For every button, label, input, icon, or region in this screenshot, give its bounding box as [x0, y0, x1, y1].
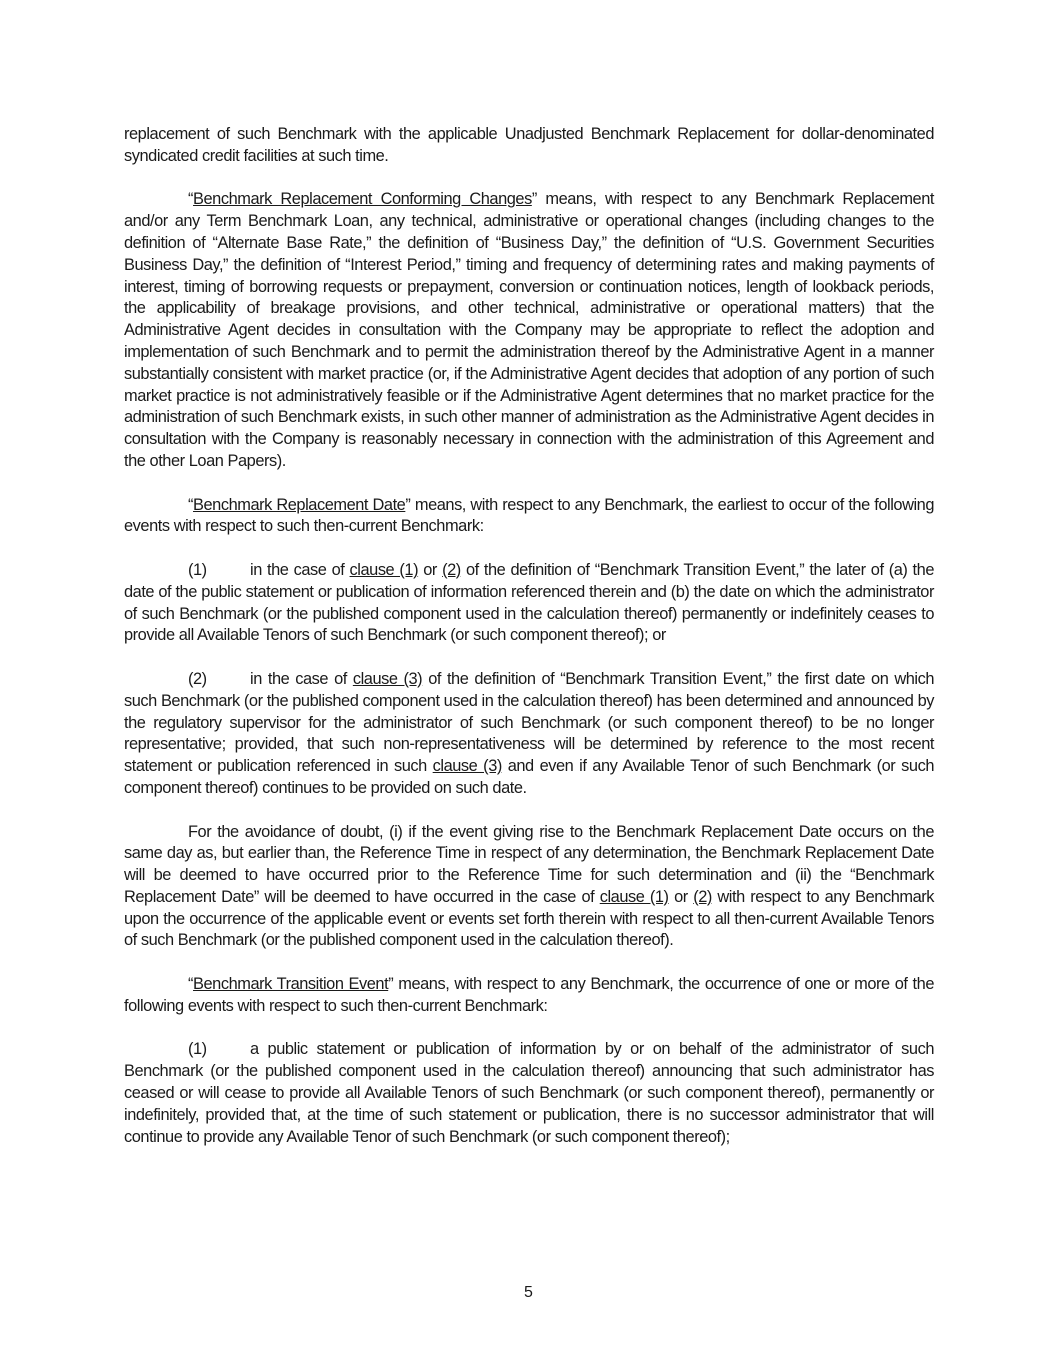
clause-text: of the definition of “Benchmark Transition Event,” the first date on which such Benchmark (or the published component used in the calculation thereof) has been determined and announced by the regulatory supervisor for the administrator of such Benchmark (or such component thereof) to be no longer representative; provided, that such non-representativeness will be determined by reference to the most recent statement or publication referenced in such — [124, 669, 934, 776]
clause-reference: (2) — [693, 887, 712, 906]
definition-body: ” means, with respect to any Benchmark, the occurrence of one or more of the following events with respect to such then-current Benchmark: — [124, 975, 934, 1015]
clause-text: in the case of — [250, 669, 353, 688]
defined-term: Benchmark Replacement Conforming Changes — [193, 190, 532, 209]
transition-event-item-1 — [124, 1039, 934, 1148]
clause-item-1 — [124, 560, 934, 647]
clause-reference: (2) — [442, 560, 461, 579]
paragraph-text: with respect to any Benchmark upon the occurrence of the applicable event or events set forth therein with respect to all then-current Available Tenors of such Benchmark (or the published component used in the calculation thereof). — [124, 887, 935, 950]
page-number: 5 — [524, 1284, 533, 1301]
clause-text: and even if any Available Tenor of such Benchmark (or such component thereof) continues to be provided on such date. — [124, 757, 934, 797]
clause-number: (1) — [188, 560, 207, 579]
clause-text: a public statement or publication of information by or on behalf of the administrator of such Benchmark (or the published component used in the calculation thereof) announcing that such administrator has ceased or will cease to provide all Available Tenors of such Benchmark (or such component thereof), permanently or indefinitely, provided that, at the time of such statement or publication, there is no successor administrator that will continue to provide any Available Tenor of such Benchmark (or such component thereof); — [124, 1040, 934, 1146]
definition-body: ” means, with respect to any Benchmark, the earliest to occur of the following events with respect to such then-current Benchmark: — [124, 495, 934, 536]
paragraph-text: For the avoidance of doubt, (i) if the event giving rise to the Benchmark Replacement Date occurs on the same day as, but earlier than, the Reference Time in respect of any determination, the Benchmark Replacement Date will be deemed to have occurred prior to the Reference Time for such determination and (ii) the “Benchmark Replacement Date” will be deemed to have occurred in the case of — [124, 822, 934, 906]
clause-reference: clause (1) — [599, 887, 669, 906]
definition-body: ” means, with respect to any Benchmark Replacement and/or any Term Benchmark Loan, any technical, administrative or operational changes (including changes to the definition of “Alternate Base Rate,” the definition of “Business Day,” the definition of “U.S. Government Securities Business Day,” the definition of “Interest Period,” timing and frequency of determining rates and making payments of interest, timing of borrowing requests or prepayment, conversion or continuation notices, length of lookback periods, the applicability of breakage provisions, and other technical, administrative or operational matters) that the Administrative Agent decides in consultation with the Company may be appropriate to reflect the adoption and implementation of such Benchmark and to permit the administration thereof by the Administrative Agent in a manner substantially consistent with market practice (or, if the Administrative Agent decides that adoption of any portion of such market practice is not administratively feasible or if the Administrative Agent determines that no market practice for the administration of such Benchmark exists, in such other manner of administration as the Administrative Agent decides in consultation with the Company is reasonably necessary in connection with the administration of this Agreement and the other Loan Papers). — [124, 190, 934, 470]
clause-text: or — [418, 560, 443, 579]
definition-benchmark-transition-event — [124, 974, 934, 1018]
defined-term: Benchmark Transition Event — [193, 975, 389, 994]
document-page — [124, 124, 934, 1170]
clause-text: in the case of — [250, 560, 350, 579]
clause-reference: clause (3) — [352, 669, 423, 688]
definition-benchmark-replacement-conforming-changes — [124, 189, 934, 472]
clause-number: (2) — [188, 669, 207, 688]
clause-reference: clause (3) — [432, 757, 502, 776]
open-quote: “ — [188, 975, 194, 994]
defined-term: Benchmark Replacement Date — [193, 495, 406, 514]
clause-number: (1) — [188, 1040, 207, 1059]
paragraph-continuation — [124, 124, 934, 168]
definition-benchmark-replacement-date — [124, 495, 934, 539]
avoidance-of-doubt-paragraph — [124, 822, 934, 953]
paragraph-text: replacement of such Benchmark with the applicable Unadjusted Benchmark Replacement for dollar-denominated syndicated credit facilities at such time. — [124, 125, 934, 165]
clause-item-2 — [124, 669, 934, 800]
paragraph-text: or — [668, 887, 694, 906]
open-quote: “ — [188, 190, 194, 209]
clause-text: of the definition of “Benchmark Transition Event,” the later of (a) the date of the public statement or publication of information referenced therein and (b) the date on which the administrator of such Benchmark (or the published component used in the calculation thereof) permanently or indefinitely ceases to provide all Available Tenors of such Benchmark (or such component thereof); or — [124, 560, 934, 645]
open-quote: “ — [188, 495, 194, 514]
clause-reference: clause (1) — [349, 560, 419, 579]
